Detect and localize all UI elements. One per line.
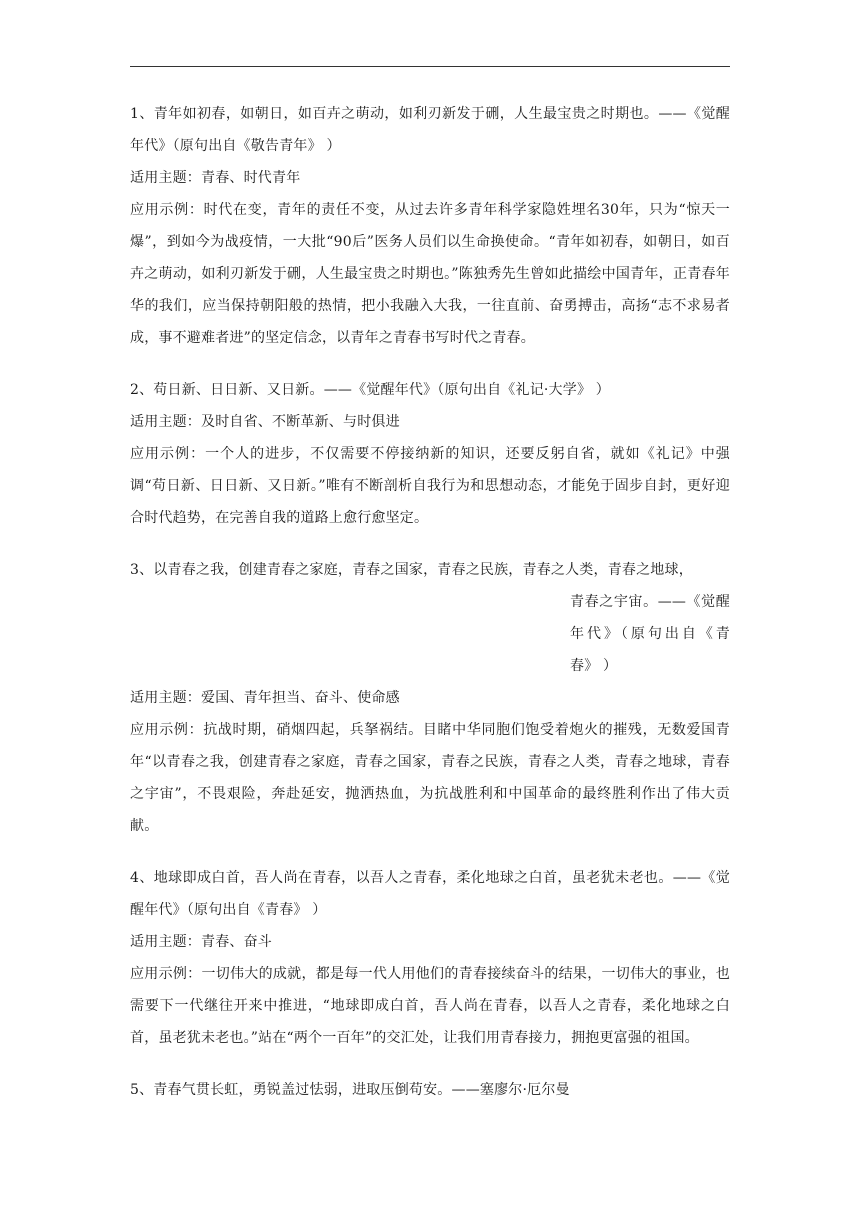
entry-1: [130, 98, 730, 354]
entry-theme: 适用主题：青春、时代青年: [130, 170, 301, 186]
entry-quote-line: 3、以青春之我，创建青春之家庭，青春之国家，青春之民族，青春之人类，青春之地球，: [130, 562, 693, 578]
entry-example: 应用示例：一个人的进步，不仅需要不停接纳新的知识，还要反躬自省，就如《礼记》中强调“苟日新、日日新、又日新。”唯有不断剖析自我行为和思想动态，才能免于固步自封，更好迎合时代趋势，在完善自我的道路上愈行愈坚定。: [130, 446, 730, 526]
entry-quote: 4、地球即成白首，吾人尚在青春，以吾人之青春，柔化地球之白首，虽老犹未老也。——《觉醒年代》（原句出自《青春》 ）: [130, 870, 730, 918]
entry-example: 应用示例：抗战时期，硝烟四起，兵拏祸结。目睹中华同胞们饱受着炮火的摧残，无数爱国青年“以青春之我，创建青春之家庭，青春之国家，青春之民族，青春之人类，青春之地球，青春之宇宙”，不畏艰险，奔赴延安，抛洒热血，为抗战胜利和中国革命的最终胜利作出了伟大贡献。: [130, 722, 730, 834]
entry-4: [130, 862, 730, 1054]
header-rule: [130, 66, 730, 67]
entry-quote: 1、青年如初春，如朝日，如百卉之萌动，如利刃新发于硎，人生最宝贵之时期也。——《觉醒年代》（原句出自《敬告青年》 ）: [130, 106, 730, 154]
entry-example: 应用示例：一切伟大的成就，都是每一代人用他们的青春接续奋斗的结果，一切伟大的事业，也需要下一代继往开来中推进，“地球即成白首，吾人尚在青春，以吾人之青春，柔化地球之白首，虽老犹未老也。”站在“两个一百年”的交汇处，让我们用青春接力，拥抱更富强的祖国。: [130, 966, 730, 1046]
entry-quote: 5、青春气贯长虹，勇锐盖过怯弱，进取压倒苟安。——塞廖尔·厄尔曼: [130, 1082, 570, 1098]
entry-5: [130, 1074, 730, 1106]
entry-quote-rest: 青春之宇宙。——《觉醒年代》（原句出自《青春》 ）: [570, 594, 730, 674]
entry-example: 应用示例：时代在变，青年的责任不变，从过去许多青年科学家隐姓埋名30年，只为“惊天一爆”，到如今为战疫情，一大批“90后”医务人员们以生命换使命。“青年如初春，如朝日，如百卉之萌动，如利刃新发于硎，人生最宝贵之时期也。”陈独秀先生曾如此描绘中国青年，正青春年华的我们，应当保持朝阳般的热情，把小我融入大我，一往直前、奋勇搏击，高扬“志不求易者成，事不避难者进”的坚定信念，以青年之青春书写时代之青春。: [130, 202, 730, 346]
entry-quote: 2、苟日新、日日新、又日新。——《觉醒年代》（原句出自《礼记·大学》 ）: [130, 382, 611, 398]
entry-quote: [130, 554, 730, 682]
entry-3: [130, 554, 730, 842]
document-body: [130, 98, 730, 1126]
entry-theme: 适用主题：爱国、青年担当、奋斗、使命感: [130, 690, 400, 706]
entry-theme: 适用主题：青春、奋斗: [130, 934, 272, 950]
entry-2: [130, 374, 730, 534]
entry-theme: 适用主题：及时自省、不断革新、与时俱进: [130, 414, 400, 430]
